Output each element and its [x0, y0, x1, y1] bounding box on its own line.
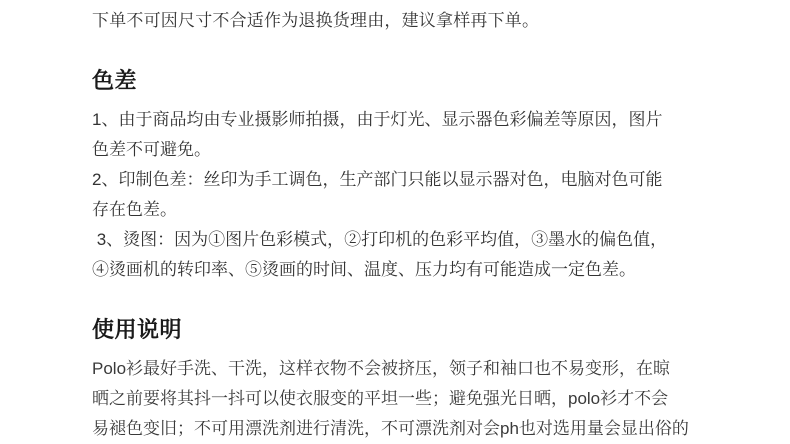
body-line: 色差不可避免。 — [92, 140, 211, 159]
body-line: 存在色差。 — [92, 200, 177, 219]
body-line: ④烫画机的转印率、⑤烫画的时间、温度、压力均有可能造成一定色差。 — [92, 260, 636, 279]
section-heading-usage-instructions: 使用说明 — [92, 317, 183, 342]
body-line: 晒之前要将其抖一抖可以使衣服变的平坦一些；避免强光日晒，polo衫才不会 — [92, 389, 669, 408]
body-line: 1、由于商品均由专业摄影师拍摄，由于灯光、显示器色彩偏差等原因，图片 — [92, 110, 663, 129]
body-line: Polo衫最好手洗、干洗，这样衣物不会被挤压，领子和袖口也不易变形，在晾 — [92, 359, 671, 378]
body-line: 易褪色变旧；不可用漂洗剂进行清洗，不可漂洗剂对会ph也对选用量会显出俗的 — [92, 419, 689, 438]
intro-paragraph: 下单不可因尺寸不合适作为退换货理由，建议拿样再下单。 — [92, 11, 540, 30]
section-body-color-difference — [92, 105, 698, 285]
section-body-usage-instructions — [92, 354, 698, 444]
section-heading-color-difference: 色差 — [92, 68, 138, 93]
body-line: 3、烫图：因为①图片色彩模式，②打印机的色彩平均值，③墨水的偏色值， — [92, 230, 668, 249]
body-line: 2、印制色差：丝印为手工调色，生产部门只能以显示器对色，电脑对色可能 — [92, 170, 663, 189]
